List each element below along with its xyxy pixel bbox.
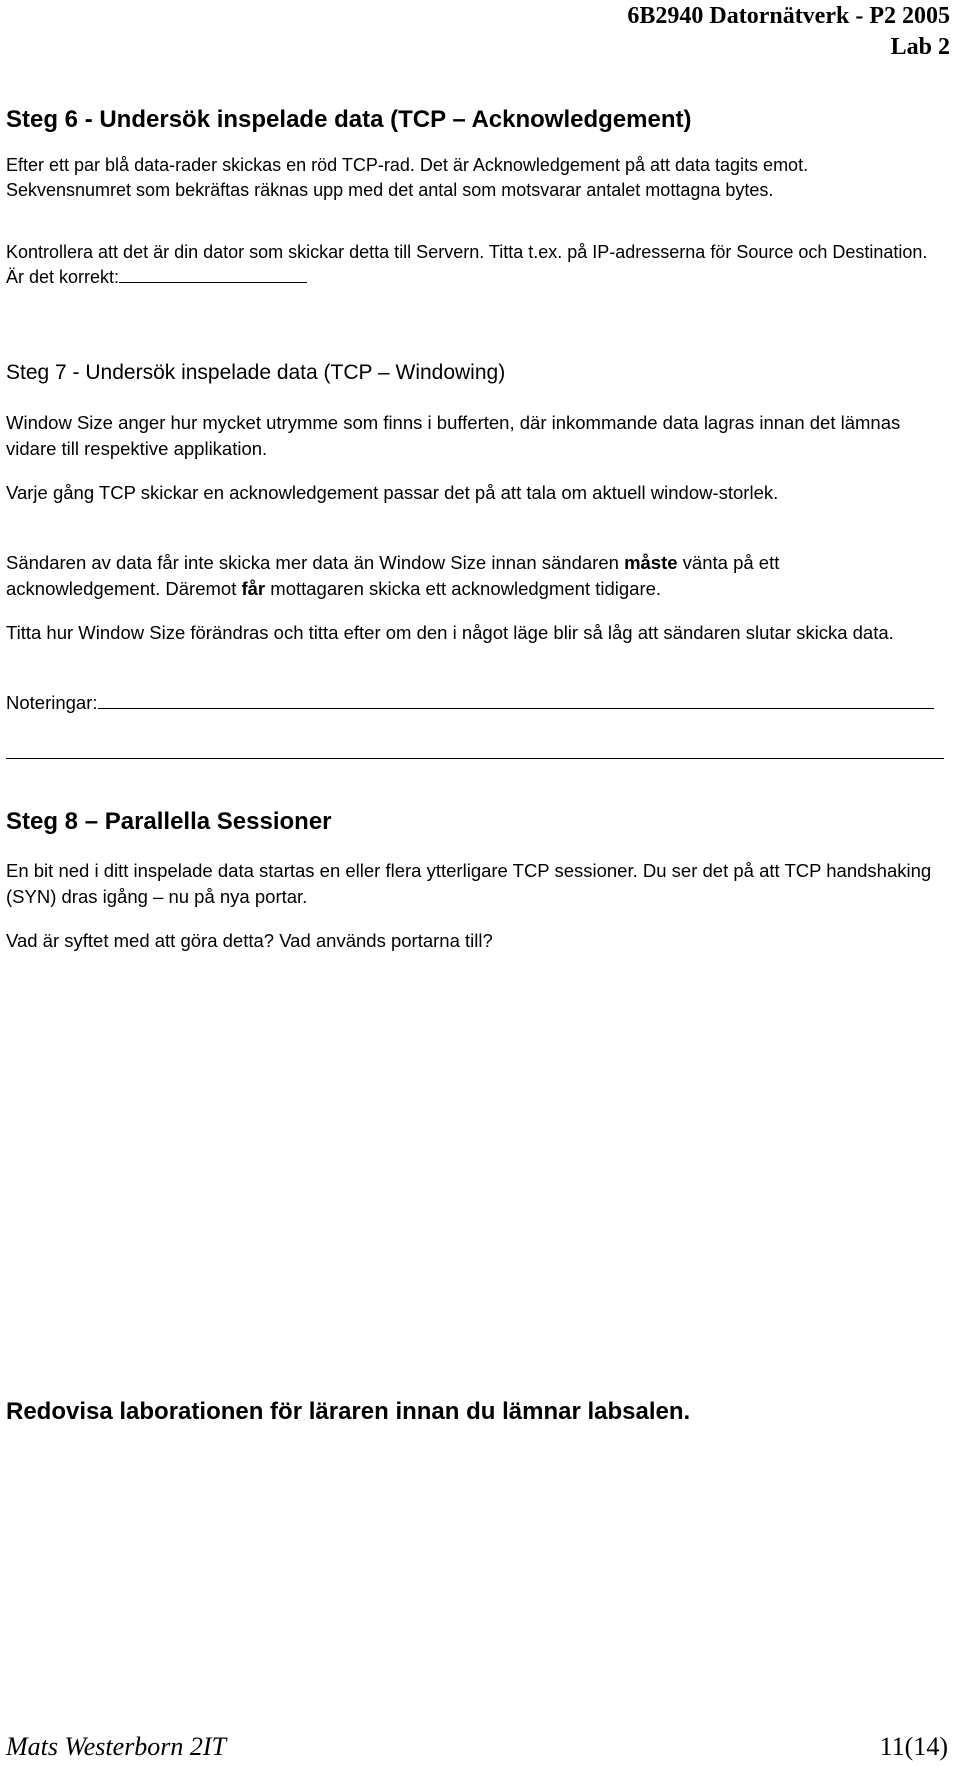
step8-title: Steg 8 – Parallella Sessioner: [6, 808, 332, 835]
step7-p3-part-b: vänta på ett acknowledgement. Däremot: [6, 552, 780, 599]
step6-paragraph-2-text: Kontrollera att det är din dator som skickar detta till Servern. Titta t.ex. på IP-adresserna för Source och Destination. Är det korrekt:: [6, 242, 928, 287]
notes-blank-2[interactable]: [6, 758, 944, 759]
step7-paragraph-2: Varje gång TCP skickar en acknowledgement passar det på att tala om aktuell window-storlek.: [6, 482, 779, 503]
step7-paragraph-1: Window Size anger hur mycket utrymme som finns i bufferten, där inkommande data lagras innan det lämnas vidare till respektive applikation.: [6, 412, 901, 459]
step8-paragraph-2: Vad är syftet med att göra detta? Vad används portarna till?: [6, 930, 493, 951]
step7-paragraph-4: Titta hur Window Size förändras och titta efter om den i något läge blir så låg att sändaren slutar skicka data.: [6, 622, 894, 643]
step7-p3-part-c: mottagaren skicka ett acknowledgment tidigare.: [265, 578, 662, 599]
header-course: 6B2940 Datornätverk - P2 2005: [627, 3, 950, 29]
notes-blank-1[interactable]: [98, 707, 934, 709]
step8-paragraph-1: En bit ned i ditt inspelade data startas en eller flera ytterligare TCP sessioner. Du ser det på att TCP handshaking (SYN) dras igång – nu på nya portar.: [6, 860, 932, 907]
step6-paragraph-2: [6, 240, 938, 290]
notes-row: [6, 690, 938, 716]
step7-p3-bold-far: får: [241, 578, 266, 599]
step7-paragraph-3: [6, 550, 938, 602]
step6-title: Steg 6 - Undersök inspelade data (TCP – Acknowledgement): [6, 106, 692, 133]
closing-instruction: Redovisa laborationen för läraren innan du lämnar labsalen.: [6, 1398, 691, 1425]
step6-paragraph-1: Efter ett par blå data-rader skickas en röd TCP-rad. Det är Acknowledgement på att data tagits emot. Sekvensnumret som bekräftas räknas upp med det antal som motsvarar antalet mottagna bytes.: [6, 155, 809, 200]
correct-answer-blank[interactable]: [119, 281, 307, 283]
header-lab: Lab 2: [890, 34, 950, 60]
step7-p3-bold-maste: måste: [624, 552, 678, 573]
step7-title: Steg 7 - Undersök inspelade data (TCP – Windowing): [6, 361, 506, 384]
footer-page-number: 11(14): [879, 1732, 948, 1761]
footer-author: Mats Westerborn 2IT: [6, 1732, 227, 1761]
notes-label: Noteringar:: [6, 692, 98, 713]
step7-p3-part-a: Sändaren av data får inte skicka mer data än Window Size innan sändaren: [6, 552, 625, 573]
